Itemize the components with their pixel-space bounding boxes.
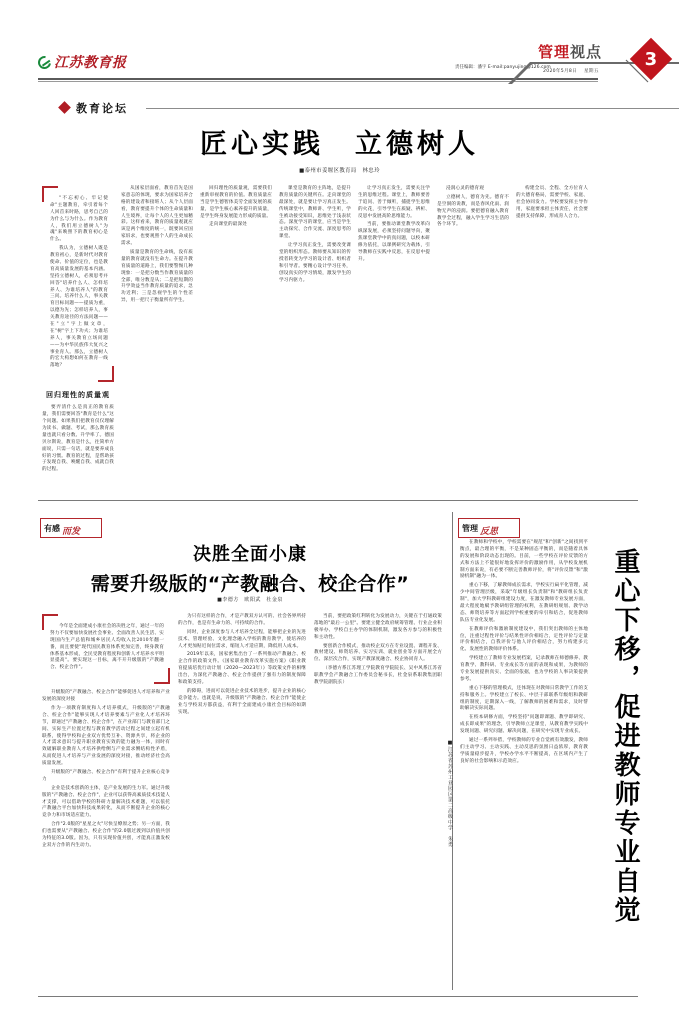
article2-para-8: 要创新合作模式，推动校企双方在专业设置、课程开发、教材建设、师资培养、实习实训、就业创业等方面开展全方位、深层次合作，实现产教深度融合、校企协同育人。 — [314, 643, 442, 663]
quote-para-2: 我认为，立德树人既是教育初心，是新时代对教育使命、价值的定位，也是教育高质量发展的基本内涵。坚持立德树人，必须思考并回答"培养什么人、怎样培养人、为谁培养人"的教育三问。培养什么人，事关教育目标问题——提质为重，以德为先；怎样培养人，事关教育途径的方法问题——在"立"字上做文章，在"树"字上下功夫；为谁培养人，事关教育立场问题——为中华民族伟大复兴之事业育人。那么，立德树人的宏大构想如何在教育一线落地？ — [50, 246, 108, 369]
article1-para-0: 要弄清什么是真正的教育质量，我们需要回答"教育是什么"这个问题。如果我们把教育仅仅理解为读书、做题、考试，那么教育质量也就只看分数、升学率了。德国贝尔斯说，教育是什么，往简单方面说，只需一句话，就是要养成良好的习惯。教育的过程，是帮助孩子发现自我、唤醒自我、成就自我的过程。 — [42, 405, 114, 473]
article2-para-3: 升级版的"产教融合、校企合作"有利于提升企业核心竞争力 — [42, 770, 170, 782]
article2-lead-quote — [42, 614, 170, 684]
article1-column-6 — [437, 186, 509, 486]
article2-title-line2: 需要升级版的“产教融合、校企合作” — [90, 573, 410, 595]
article2-para-10: 的障碍，进而可以促进企业技术的进步，提升企业的核心竞争能力。也就是说，升级版的"产教融合、校企合作"能使企业与学校双方都获益，有利于全面建成小康社会目标的如期实现。 — [178, 688, 306, 715]
article2-badge-part1: 有感 — [44, 522, 60, 533]
article1-para-9: 浸润心灵的德育观 — [446, 186, 484, 191]
article1-col4-body — [279, 186, 351, 284]
section-divider-horizontal — [38, 500, 638, 501]
article2-para-2: 作为一项教育制度和人才培养模式，升级版的"产教融合、校企合作"能够实现人才培养要素与产业化人才培养环节，即通过"产教融合、校企合作"，在产业部门与教育部门之间、实际生产位置过程与教育教学活动过程之间建立起有机联系，使得学校和企业双方优势互补、资源共享，将企业的人才需求意识与提升职业教育实效的能力融为一体，同时有效破解职业教育人才培养供给侧与产业需求侧结构性矛盾，从而促进人才培养与产业发展的深度对接，推动经济社会高质量发展。 — [42, 706, 170, 767]
article2-para-7: 当前，要把政策红利转化为发展动力，关键在于打通政策落地的"最后一公里"。要建立健全政府统筹管理、行业企业积极举办、学校自主办学的体制机制，激发各方参与的积极性和主动性。 — [314, 614, 442, 640]
article2-col1-body — [42, 690, 170, 850]
forum-label: 教育论坛 — [76, 102, 128, 115]
article2-col2-body — [178, 614, 306, 716]
article1-para-5: 课堂是教育的主阵地，是提升教育质量的关键所在。走向课堂的最深处，就是要让学习真正发生。传统课堂中，教师讲、学生听，学生被动接受知识，思维处于浅表状态。深度学习的课堂，应当是学生主动探究、合作交流、深度思考的课堂。 — [279, 186, 351, 240]
section-title-grey: 视点 — [570, 43, 603, 61]
article2-badge — [40, 518, 102, 538]
article3-para-4: 重心下移的管理模式，还体现在对教师日常教学工作的支持和服务上。学校建立了校长、中层干部联系年级组和教研组的制度，定期深入一线，了解教师的困难和需求，及时帮助解决实际问题。 — [460, 685, 588, 712]
article2-para-5: 同时，企业深度参与人才培养全过程，能够把企业的先进技术、管理经验、文化理念融入学校的教育教学，使培养的人才更加贴近岗位需求，缩短人才适应期，降低用人成本。 — [178, 629, 306, 649]
issue-date — [543, 68, 599, 74]
quote-bracket-bottomright — [98, 366, 114, 382]
article2-byline: ■李德方 欧阳武 杜金泉 — [217, 597, 283, 603]
masthead — [0, 43, 679, 94]
article1-col2-body — [121, 186, 193, 305]
article1-para-8: 当前，要推动课堂教学改革向纵深发展，必须坚持问题导向，聚焦课堂教学中的真问题，以校本研修为依托，以课例研究为载体，引导教师在实践中反思，在反思中提升。 — [358, 222, 430, 262]
article1-lead-quote — [42, 186, 114, 382]
article3-para-3: 学校建立了教师专业发展档案，记录教师在师德修养、教育教学、教科研、专业成长等方面的表现和成果，为教师的专业发展提供真实、全面的依据，也为学校的人事决策提供参考。 — [460, 656, 588, 682]
article1-col7-body — [516, 186, 588, 220]
article2-para-4: 企业是技术创新的主体，是产业发展的生力军。通过升级版的"产教融合、校企合作"，企业可以获得高素质技术技能人才支撑，可以借助学校的科研力量解决技术难题，可以依托产教融合平台加快科技成果转化，从而不断提升企业的核心竞争力和市场适应能力。 — [42, 785, 170, 819]
quote-text-block — [50, 196, 108, 370]
article2-para-0: 为只有这样的合作，才是产教双方认可的、社会各界所持的合作，也是有生命力的、可持续的合作。 — [178, 614, 306, 626]
quote-bracket-topleft — [42, 614, 58, 630]
article3-badge-part2: 反思 — [480, 526, 499, 537]
article1-para-10: 立德树人，德育为先。德育不是空洞的说教，而是春风化雨、润物无声的浸润。要把德育融入教育教学全过程，融入学生学习生活的各个环节。 — [437, 194, 509, 228]
issue-weekday: 星期五 — [584, 69, 599, 74]
article2-para-1: 升级版的"产教融合、校企合作"能够促进人才培养和产业发展的深度对接 — [42, 690, 170, 703]
article2-quote-para: 今年是全面建成小康社会的决胜之年，通过一年的努力不仅要加快发展社会事业、全面改善人民生活、实现国内生产总值和城乡居民人均收入比2010年翻一番，而且要使"现代国民教育体系更加完善，终身教育体系基本形成，全民受教育程度和创新人才培养水平明显提高"。要实现这一目标，离不开升级版的"产教融合、校企合作"。 — [50, 624, 164, 671]
article1-column-2 — [121, 186, 193, 486]
e-globe-icon — [35, 53, 53, 71]
article1-column-7 — [516, 186, 588, 486]
article1-para-3: 回归理性的质量观，需要我们重新审视教育的价值。教育质量应当是学生德智体美劳全面发展的质量，是学生核心素养提升的质量，是学生终身发展能力形成的质量。 — [200, 186, 272, 219]
article3-para-2: 在教师评价和激励制度建设中，我们突出教师的主体地位，注重过程性评价与结果性评价相结合，定性评价与定量评价相结合，自我评价与他人评价相结合，努力构建多元化、发展性的教师评价体系。 — [460, 626, 588, 653]
article3-body — [460, 540, 588, 766]
article1-col6-body — [437, 186, 509, 229]
article2-para-6: 2019年以来，国家密集出台了一系列推动产教融合、校企合作的政策文件。《国家职业教育改革实施方案》《职业教育提质培优行动计划（2020—2023年）》等政策文件的相继出台，为深化产教融合、校企合作提供了强有力的制度保障和政策支持。 — [178, 652, 306, 686]
article2-column-1 — [42, 614, 170, 990]
article2-badge-part2: 而发 — [62, 526, 81, 537]
page-number: 3 — [644, 48, 658, 70]
article2-para-9: 合作"2.0版的"星星之火"尽快呈燎原之势；另一方面，我们也需要从"产教融合、校企合作"的2.0版过渡到以价值共创为特征的3.0版。因为，只有实现价值共创，才能真正激发校企双方合作的内生动力。 — [42, 822, 170, 848]
article1-para-7: 让学习真正发生，需要关注学生的思维过程。课堂上，教师要善于追问、善于倾听，捕捉学生思维的火花，引导学生在质疑、辨析、反思中发展高阶思维能力。 — [358, 186, 430, 219]
article1-column-4 — [279, 186, 351, 486]
article2-quote-text — [50, 624, 164, 672]
issue-date-text: 2020年5月8日 — [543, 69, 578, 74]
article1-col3-body — [200, 186, 272, 229]
article1-column-3 — [200, 186, 272, 486]
editor-contact-line: 责任编辑：潘宇 E-mail:panyujing@126.com — [455, 65, 551, 70]
article2-col3-body — [314, 614, 442, 687]
article2-columns — [42, 614, 442, 990]
newspaper-logo — [38, 52, 127, 72]
page-bottom-rule — [38, 996, 638, 997]
quote-bracket-bottomright — [154, 668, 170, 684]
article3-badge — [458, 518, 520, 538]
article1-byline: ■泰州市姜堰区教育局 林忠玲 — [299, 168, 380, 174]
newspaper-logo-text: 江苏教育报 — [54, 55, 127, 71]
article3-badge-part1: 管理 — [462, 522, 478, 533]
quote-para-1: "不忘初心、牢记使命"主题教育，牵引着每个人回首来时路，思考自己的为什么与为什么。作为教育人，我们用立德树人"为魂"来映照下的教育初心是什么。 — [50, 196, 108, 243]
article3-para-6: 通过一系列举措，学校教师的专业自觉被有效激发，教师们主动学习、主动实践、主动反思的氛围日益浓厚，教育教学质量稳步提升，学校办学水平不断提高，在区域内产生了良好的社会影响和示范效应。 — [460, 738, 588, 764]
article3-columns — [460, 540, 588, 990]
article1-column-5 — [358, 186, 430, 486]
article3-para-5: 在校本研修方面，学校坚持"问题即课题、教学即研究、成长即成果"的理念，引导教师立足课堂，从教育教学实践中发现问题、研究问题、解决问题，在研究中实现专业成长。 — [460, 715, 588, 735]
article1-para-6: 让学习真正发生，需要改变课堂的组织形态。教师要从知识的传授者转变为学习的设计者、组织者和引导者。要精心设计学习任务，创设真实的学习情境，激发学生的学习内驱力。 — [279, 243, 351, 283]
article1-columns — [42, 186, 637, 486]
article1-subhead-1: 回归理性的质量观 — [46, 391, 110, 400]
section-tab-title — [538, 41, 602, 62]
article1-para-1: 从国家层面看，教育首先是国家意志的体现，要求为国家培养合格的建设者和接班人；从个人层面看，教育要提升个体的生命质量和人生境界，让每个人的人生更加精彩。这样看来，教育的质量观就应该是两个维度的统一，既要回应国家诉求，也要观照个人的生命成长需求。 — [121, 186, 193, 247]
article1-title: 匠心实践 立德树人 — [200, 129, 479, 160]
article1-col5-body — [358, 186, 430, 264]
article1-para-2: 质量是教育的生命线，没有质量的教育就没有生命力。在提升教育质量的道路上，我们要警惕几种现象：一是把分数当作教育质量的全部，唯分数是从；二是把短期的升学效益当作教育质量的追求，急功近利；三是忽视学生的个性差异，用一把尺子衡量所有学生。 — [121, 250, 193, 304]
article2-column-3 — [314, 614, 442, 990]
article3-para-0: 在教师和学校中，学校需要在"规范"和"创新"之间找到平衡点，最合理的平衡，不是某种固态平衡的，而是随着具体的发展和阶段动态出现的。目前，一些学校在评价反馈的方式和方法上不能很好地发挥评价的激励作用，从学校发展机制方面来说，有必要不断完善教师评价，将"评价反馈"和"激励机制"融为一体。 — [460, 540, 588, 580]
article3-vertical-title: 重心下移，促进教师专业自觉 — [610, 548, 640, 925]
article2-author-credit: （李德方系江苏理工学院教育学院院长、吴中风系江苏省职教学会产教融合工作委员会秘书长，杜金泉系职教集团职教学院副院长） — [314, 666, 442, 686]
article2-title-line1: 决胜全面小康 — [193, 544, 307, 565]
article1-para-4: 走向课堂的最深处 — [209, 222, 247, 228]
diamond-marker-icon — [58, 101, 71, 114]
forum-label-row — [60, 100, 660, 116]
section-title-red: 管理 — [538, 43, 571, 61]
article3-byline: ■江苏省苏州工业园区第二高级中学 朱勇 — [447, 740, 453, 848]
article3-para-1: 重心下移，了解教师成长需求，学校实行扁平化管理，减少中间管理层级，采取"年级组长负责制"和"教研组长负责制"，加大学科教研组建设力度，在激发教师专业发展方面，最大程度地赋予教研组管理的权利，在教研组规划、教学动态、师资培养等方面起到学校重要的牵引和结合，促进教师队伍专业化发展。 — [460, 583, 588, 623]
article1-col1-body — [42, 405, 114, 474]
article2-title — [60, 540, 440, 596]
section-tab — [508, 42, 679, 94]
article1-para-11: 构建全员、全程、全方位育人的大德育格局，需要学校、家庭、社会协同发力。学校要发挥主导作用，家庭要承担主体责任，社会要提供支持保障，形成育人合力。 — [516, 186, 588, 219]
article1-column-1 — [42, 186, 114, 486]
article3-column-1 — [460, 540, 588, 766]
quote-bracket-topleft — [42, 186, 58, 202]
forum-rule — [146, 108, 679, 109]
article2-column-2 — [178, 614, 306, 990]
